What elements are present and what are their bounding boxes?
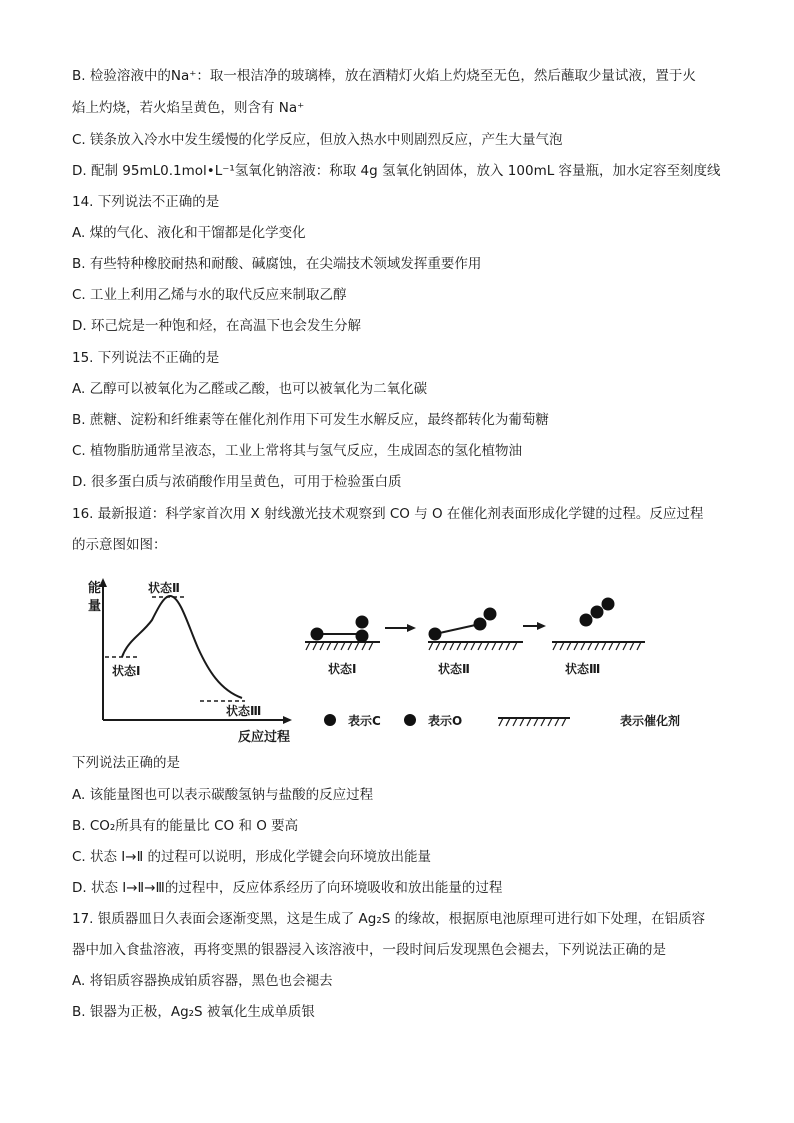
legend-catalyst-label: 表示催化剂 [620,714,681,728]
energy-axis-label: 量 [88,599,102,614]
option-d: D. 很多蛋白质与浓硝酸作用呈黄色，可用于检验蛋白质 [72,474,402,490]
option-a: A. 将铝质容器换成铂质容器，黑色也会褪去 [72,973,333,989]
text-line: 下列说法正确的是 [72,755,180,771]
state-2-illustration [428,608,523,677]
text-line: 焰上灼烧，若火焰呈黄色，则含有 Na⁺ [72,100,305,116]
legend-c-label: 表示C [348,714,381,728]
option-c: C. 工业上利用乙烯与水的取代反应来制取乙醇 [72,287,347,303]
state-3-label: 状态Ⅲ [226,704,262,718]
text-line: 的示意图如图： [72,537,167,553]
question-15-stem: 15. 下列说法不正确的是 [72,350,220,366]
state-2-label: 状态Ⅱ [148,581,180,595]
state-1-illustration [305,616,380,677]
option-b: B. 蔗糖、淀粉和纤维素等在催化剂作用下可发生水解反应，最终都转化为葡萄糖 [72,412,549,428]
option-c: C. 状态 Ⅰ→Ⅱ 的过程可以说明，形成化学键会向环境放出能量 [72,849,432,865]
state-3-illustration [552,598,645,677]
option-b: B. 银器为正极，Ag₂S 被氧化生成单质银 [72,1004,315,1020]
text-line: 器中加入食盐溶液，再将变黑的银器浸入该溶液中，一段时间后发现黑色会褪去，下列说法正确的是 [72,942,666,958]
option-d: D. 环己烷是一种饱和烃，在高温下也会发生分解 [72,318,361,334]
option-d: D. 状态 Ⅰ→Ⅱ→Ⅲ的过程中，反应体系经历了向环境吸收和放出能量的过程 [72,880,503,896]
reaction-energy-figure [60,570,740,755]
text-line: B. 检验溶液中的Na⁺：取一根洁净的玻璃棒，放在酒精灯火焰上灼烧至无色，然后蘸取少量试液，置于火 [72,68,696,84]
state-3-caption: 状态Ⅲ [565,662,601,676]
legend-o-label: 表示O [428,714,463,728]
figure-legend [324,713,680,728]
option-c: C. 植物脂肪通常呈液态，工业上常将其与氢气反应，生成固态的氢化植物油 [72,443,523,459]
question-16-stem: 16. 最新报道：科学家首次用 X 射线激光技术观察到 CO 与 O 在催化剂表面形成化学键的过程。反应过程 [72,506,704,522]
option-a: A. 煤的气化、液化和干馏都是化学变化 [72,225,306,241]
option-a: A. 乙醇可以被氧化为乙醛或乙酸，也可以被氧化为二氧化碳 [72,381,428,397]
energy-diagram [88,578,292,745]
state-1-caption: 状态Ⅰ [328,662,357,676]
option-b: B. 有些特种橡胶耐热和耐酸、碱腐蚀，在尖端技术领域发挥重要作用 [72,256,482,272]
question-14-stem: 14. 下列说法不正确的是 [72,194,220,210]
text-line: D. 配制 95mL0.1mol•L⁻¹氢氧化钠溶液：称取 4g 氢氧化钠固体，放入 100mL 容量瓶，加水定容至刻度线 [72,163,721,179]
energy-axis-label: 能 [88,581,102,596]
text-line: C. 镁条放入冷水中发生缓慢的化学反应，但放入热水中则剧烈反应，产生大量气泡 [72,132,563,148]
option-b: B. CO₂所具有的能量比 CO 和 O 要高 [72,818,299,834]
question-17-stem: 17. 银质器皿日久表面会逐渐变黑，这是生成了 Ag₂S 的缘故，根据原电池原理可进行如下处理，在铝质容 [72,911,706,927]
reaction-axis-label: 反应过程 [238,730,291,745]
state-1-label: 状态Ⅰ [112,664,141,678]
option-a: A. 该能量图也可以表示碳酸氢钠与盐酸的反应过程 [72,787,374,803]
state-2-caption: 状态Ⅱ [438,662,470,676]
